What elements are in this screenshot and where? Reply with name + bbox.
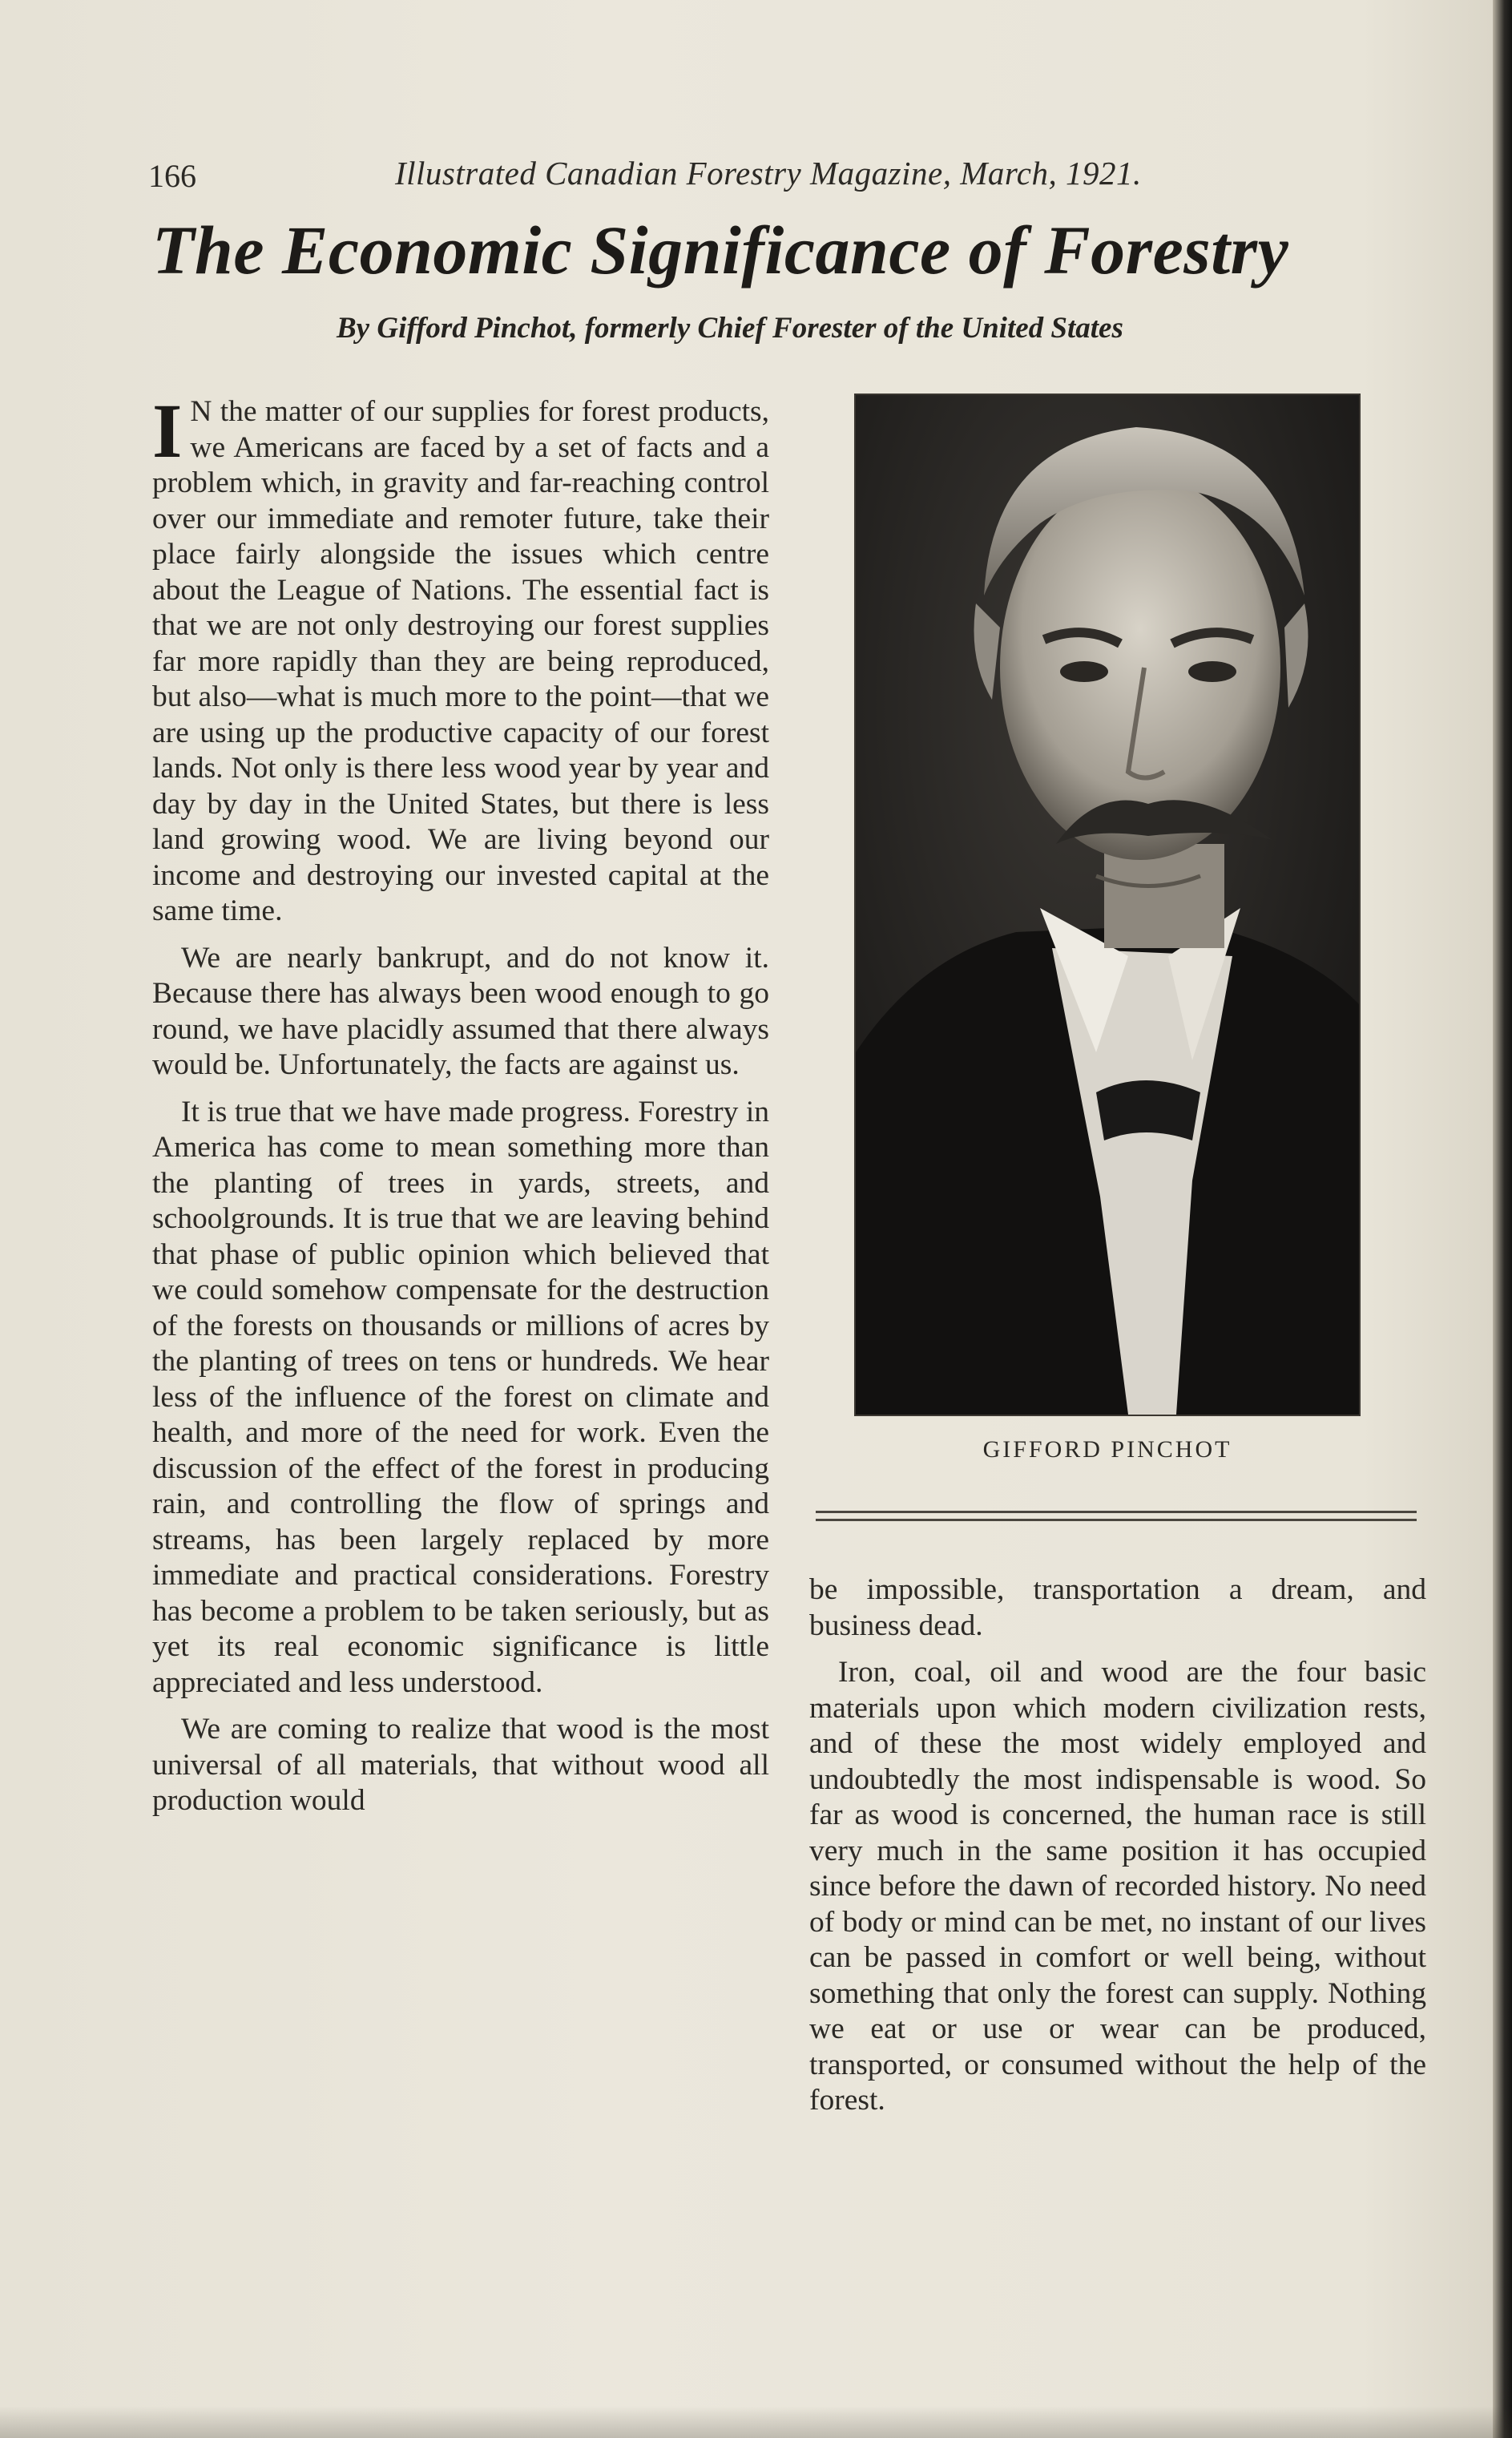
drop-cap: I: [152, 388, 183, 474]
section-divider-bottom: [816, 1519, 1417, 1521]
portrait-photo: [856, 395, 1359, 1415]
paragraph-3: It is true that we have made progress. Forestry in America has come to mean something more than the planting of trees in yards, streets, and schoolgrounds. It is true that we are leaving behind that phase of public opinion which believed that we could somehow compensate for the destruction of the forests on thousands or millions of acres by the planting of trees on tens or hundreds. We hear less of the influence of the forest on climate and health, and more of the need for work. Even the discussion of the effect of the forest in producing rain, and controlling the flow of springs and streams, has been largely replaced by more immediate and practical considerations. Forestry has become a problem to be taken seriously, but as yet its real economic significance is little appreciated and less understood.: [152, 1095, 769, 1699]
paragraph-1: [152, 388, 769, 930]
left-column: [152, 388, 769, 1819]
photo-caption: GIFFORD PINCHOT: [982, 1436, 1232, 1463]
paragraph-4: We are coming to realize that wood is the most universal of all materials, that without wood all production would: [152, 1713, 769, 1817]
page-shadow: [0, 2406, 1512, 2438]
page-header: [148, 157, 1222, 205]
running-title: Illustrated Canadian Forestry Magazine, March, 1921.: [395, 155, 1142, 192]
section-divider-top: [816, 1511, 1417, 1513]
paragraph-2: We are nearly bankrupt, and do not know it. Because there has always been wood enough to go round, we have placidly assumed that there always would be. Unfortunately, the facts are against us.: [152, 941, 769, 1081]
article-title: The Economic Significance of Forestry: [152, 212, 1289, 289]
portrait-image: [856, 395, 1359, 1415]
page-number: 166: [148, 158, 196, 194]
paragraph-continued: be impossible, transportation a dream, and business dead.: [809, 1573, 1426, 1642]
paragraph-5: Iron, coal, oil and wood are the four basic materials upon which modern civilization rests, and of these the most widely employed and undoubtedly the most indispensable is wood. So far as wood is concerned, the human race is still very much in the same position it has occupied since before the dawn of recorded history. No need of body or mind can be met, no instant of our lives can be passed in comfort or well being, without something that only the forest can supply. Nothing we eat or use or wear can be produced, transported, or consumed without the help of the forest.: [809, 1656, 1426, 2117]
article-byline: By Gifford Pinchot, formerly Chief Forester of the United States: [337, 312, 1123, 345]
right-column: [809, 1572, 1426, 2119]
paragraph-1-text: N the matter of our supplies for forest products, we Americans are faced by a set of facts and a problem which, in gravity and far-reaching control over our immediate and remoter future, take their place fairly alongside the issues which centre about the League of Nations. The essential fact is that we are not only destroying our forest supplies far more rapidly than they are being reproduced, but also—what is much more to the point—that we are using up the productive capacity of our forest lands. Not only is there less wood year by year and day by day in the United States, but there is less land growing wood. We are living beyond our income and destroying our invested capital at the same time.: [152, 395, 769, 927]
binding-edge: [1493, 0, 1512, 2438]
